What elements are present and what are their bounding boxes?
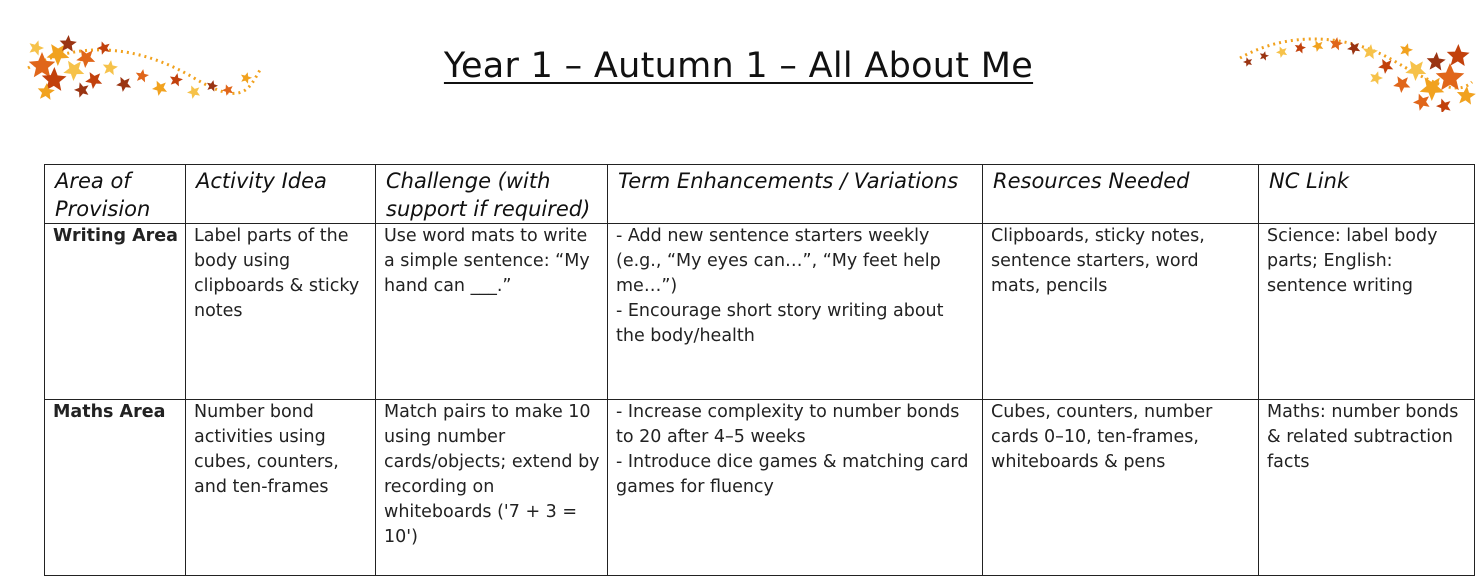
header-nc-link: NC Link	[1259, 165, 1475, 224]
header-area: Area of Provision	[45, 165, 186, 224]
activity-cell: Label parts of the body using clipboards & sticky notes	[186, 224, 376, 400]
table-header-row	[45, 165, 1475, 224]
table-row	[45, 400, 1475, 576]
nc-link-cell: Maths: number bonds & related subtraction facts	[1259, 400, 1475, 576]
enhancement-line: - Increase complexity to number bonds to 20 after 4–5 weeks	[616, 402, 960, 447]
activity-cell: Number bond activities using cubes, counters, and ten-frames	[186, 400, 376, 576]
enhancement-line: - Add new sentence starters weekly (e.g., “My eyes can…”, “My feet help me…”)	[616, 226, 941, 296]
enhancement-line: - Introduce dice games & matching card games for fluency	[616, 452, 969, 497]
challenge-cell: Match pairs to make 10 using number cards/objects; extend by recording on whiteboards ('7 + 3 = 10')	[376, 400, 608, 576]
resources-cell: Cubes, counters, number cards 0–10, ten-frames, whiteboards & pens	[983, 400, 1259, 576]
enhancements-cell	[608, 224, 983, 400]
area-cell: Writing Area	[45, 224, 186, 400]
header-enhancements: Term Enhancements / Variations	[608, 165, 983, 224]
enhancements-cell	[608, 400, 983, 576]
provision-table	[44, 164, 1475, 576]
page-title: Year 1 – Autumn 1 – All About Me	[443, 46, 1034, 86]
maple-leaf-icon	[1411, 93, 1432, 112]
table-row	[45, 224, 1475, 400]
resources-cell: Clipboards, sticky notes, sentence starters, word mats, pencils	[983, 224, 1259, 400]
enhancement-line: - Encourage short story writing about the body/health	[616, 301, 944, 346]
maple-leaf-icon	[186, 83, 204, 101]
area-cell: Maths Area	[45, 400, 186, 576]
maple-leaf-icon	[1436, 98, 1451, 112]
header-activity: Activity Idea	[186, 165, 376, 224]
nc-link-cell: Science: label body parts; English: sentence writing	[1259, 224, 1475, 400]
header-challenge: Challenge (with support if required)	[376, 165, 608, 224]
header-resources: Resources Needed	[983, 165, 1259, 224]
challenge-cell: Use word mats to write a simple sentence: “My hand can ___.”	[376, 224, 608, 400]
